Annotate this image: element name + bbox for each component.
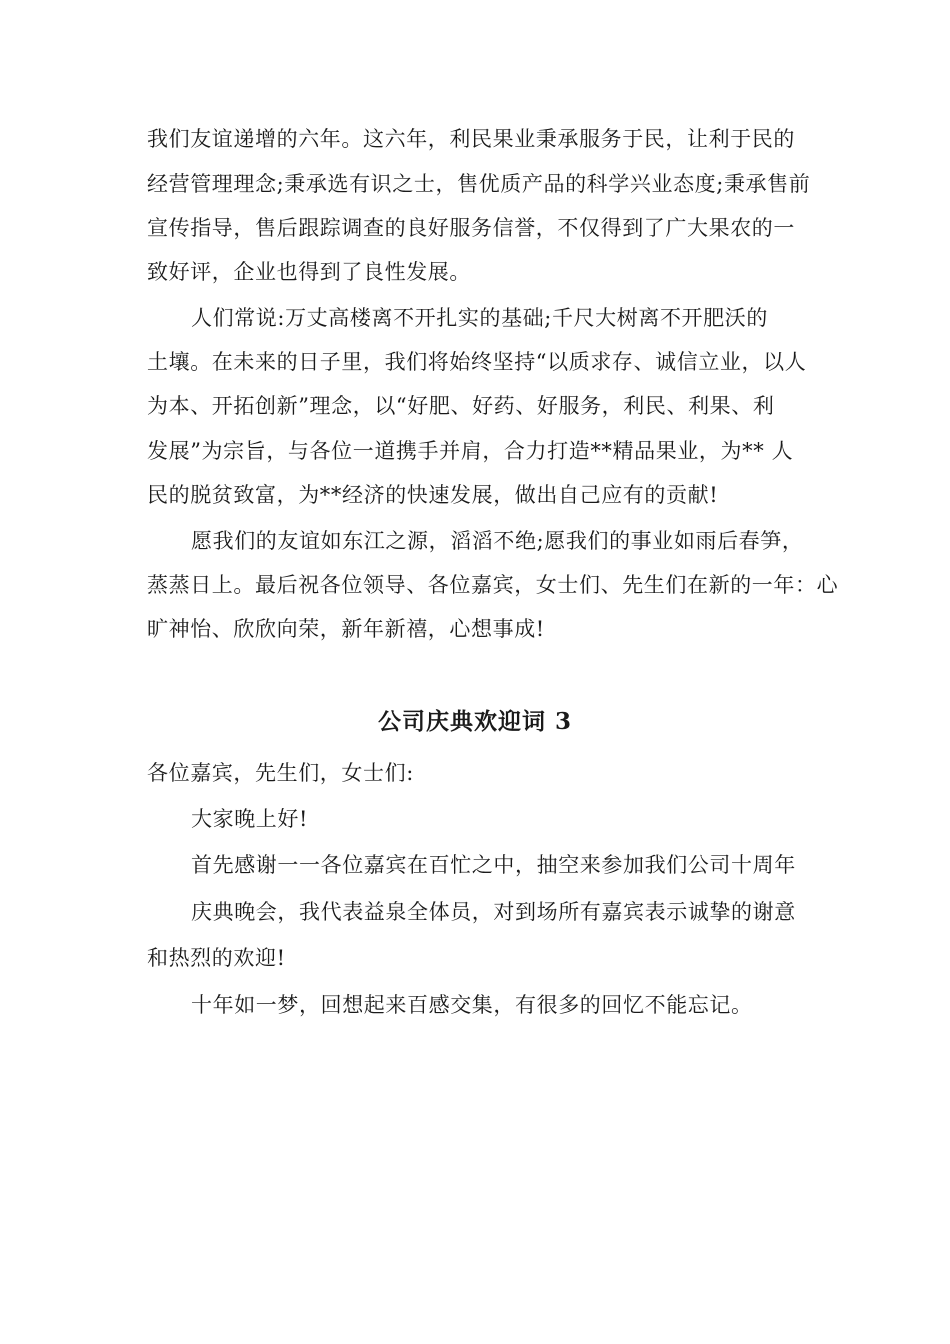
paragraph-line: 致好评，企业也得到了良性发展。 — [147, 260, 471, 284]
paragraph-line: 土壤。在未来的日子里，我们将始终坚持“以质求存、诚信立业，以人 — [147, 350, 807, 374]
paragraph-line: 为本、开拓创新”理念，以“好肥、好药、好服务，利民、利果、利 — [147, 394, 775, 418]
paragraph-line: 人们常说:万丈高楼离不开扎实的基础;千尺大树离不开肥沃的 — [191, 306, 768, 330]
paragraph-line: 和热烈的欢迎! — [147, 946, 286, 970]
paragraph-line: 蒸蒸日上。最后祝各位领导、各位嘉宾，女士们、先生们在新的一年：心 — [147, 573, 839, 597]
paragraph-line: 经营管理理念;秉承选有识之士，售优质产品的科学兴业态度;秉承售前 — [147, 172, 811, 196]
paragraph-line: 民的脱贫致富，为**经济的快速发展，做出自己应有的贡献! — [147, 483, 719, 507]
greeting: 大家晚上好! — [191, 807, 309, 831]
salutation: 各位嘉宾，先生们，女士们: — [147, 761, 414, 785]
paragraph-line: 我们友谊递增的六年。这六年，利民果业秉承服务于民，让利于民的 — [147, 127, 795, 151]
paragraph-line: 首先感谢一一各位嘉宾在百忙之中，抽空来参加我们公司十周年 — [191, 853, 796, 877]
paragraph-line: 发展”为宗旨，与各位一道携手并肩，合力打造**精品果业，为** 人 — [147, 439, 794, 463]
paragraph-line: 庆典晚会，我代表益泉全体员，对到场所有嘉宾表示诚挚的谢意 — [191, 900, 796, 924]
paragraph-line: 宣传指导，售后跟踪调查的良好服务信誉，不仅得到了广大果农的一 — [147, 216, 795, 240]
section-title: 公司庆典欢迎词 3 — [377, 708, 572, 735]
paragraph-line: 愿我们的友谊如东江之源，滔滔不绝;愿我们的事业如雨后春笋， — [191, 529, 804, 553]
paragraph-line: 十年如一梦，回想起来百感交集，有很多的回忆不能忘记。 — [191, 993, 753, 1017]
paragraph-line: 旷神怡、欣欣向荣，新年新禧，心想事成! — [147, 617, 545, 641]
